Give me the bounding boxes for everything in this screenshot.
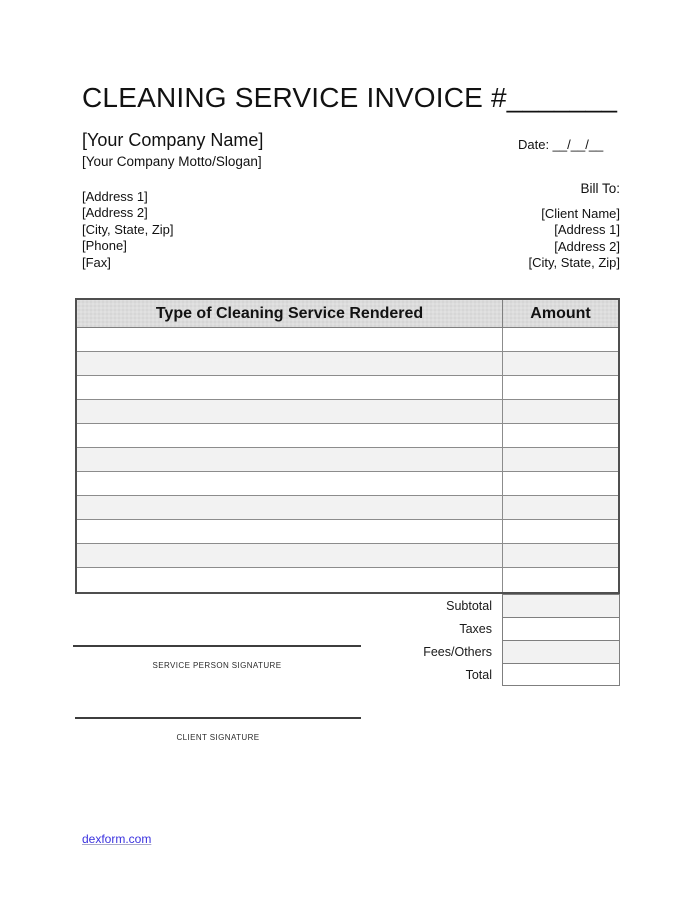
amount-cell — [503, 424, 618, 447]
summary-value-box — [502, 594, 620, 617]
table-row — [77, 520, 618, 544]
service-cell — [77, 472, 503, 495]
summary-value-box — [502, 617, 620, 640]
service-cell — [77, 448, 503, 471]
footer-link[interactable]: dexform.com — [82, 832, 152, 846]
summary-label-subtotal: Subtotal — [446, 598, 492, 613]
company-name: [Your Company Name] — [82, 130, 264, 150]
summary-label-taxes: Taxes — [459, 621, 492, 636]
amount-cell — [503, 400, 618, 423]
summary-value-box — [502, 663, 620, 686]
service-cell — [77, 496, 503, 519]
amount-cell — [503, 472, 618, 495]
amount-cell — [503, 568, 618, 592]
summary-row — [75, 617, 620, 640]
table-row — [77, 376, 618, 400]
service-person-signature-line — [73, 645, 361, 647]
invoice-table — [75, 298, 620, 594]
company-address-line: [Fax] — [82, 254, 111, 270]
client-address-line: [City, State, Zip] — [528, 255, 620, 271]
client-signature-label: CLIENT SIGNATURE — [176, 733, 260, 742]
company-address-line: [Phone] — [82, 238, 127, 254]
amount-cell — [503, 352, 618, 375]
service-column-header: Type of Cleaning Service Rendered — [77, 300, 503, 327]
summary-value-box — [502, 640, 620, 663]
bill-to-label: Bill To: — [580, 181, 620, 196]
table-row — [77, 496, 618, 520]
amount-cell — [503, 328, 618, 351]
table-row — [77, 544, 618, 568]
client-signature-line — [75, 717, 361, 719]
table-row — [77, 352, 618, 376]
service-person-signature-label: SERVICE PERSON SIGNATURE — [152, 661, 282, 670]
service-cell — [77, 352, 503, 375]
company-address-line: [City, State, Zip] — [82, 221, 174, 237]
amount-column-header: Amount — [530, 304, 591, 322]
table-row — [77, 400, 618, 424]
table-row — [77, 472, 618, 496]
amount-cell — [503, 376, 618, 399]
service-cell — [77, 400, 503, 423]
table-row — [77, 448, 618, 472]
page-title: CLEANING SERVICE INVOICE #_______ — [82, 82, 618, 113]
company-motto: [Your Company Motto/Slogan] — [82, 154, 262, 169]
company-address-line: [Address 2] — [82, 205, 148, 221]
table-row — [77, 568, 618, 592]
service-cell — [77, 520, 503, 543]
company-address-line: [Address 1] — [82, 189, 148, 204]
client-address-line: [Address 2] — [554, 238, 620, 254]
service-cell — [77, 568, 503, 592]
summary-label-total: Total — [465, 667, 492, 682]
amount-cell — [503, 520, 618, 543]
table-row — [77, 328, 618, 352]
service-cell — [77, 424, 503, 447]
table-row — [77, 424, 618, 448]
service-cell — [77, 328, 503, 351]
amount-cell — [503, 496, 618, 519]
company-address-block — [82, 189, 174, 271]
invoice-table-body — [77, 328, 618, 592]
summary-label-fees-others: Fees/Others — [423, 644, 492, 659]
amount-cell — [503, 544, 618, 567]
summary-row — [75, 594, 620, 617]
date-field: Date: __/__/__ — [518, 137, 604, 152]
service-cell — [77, 544, 503, 567]
amount-cell — [503, 448, 618, 471]
table-header-row — [77, 300, 618, 328]
client-address-block — [528, 206, 620, 272]
summary-section — [75, 594, 620, 686]
client-address-line: [Client Name] — [541, 206, 620, 221]
summary-row — [75, 640, 620, 663]
service-cell — [77, 376, 503, 399]
client-address-line: [Address 1] — [554, 222, 620, 238]
